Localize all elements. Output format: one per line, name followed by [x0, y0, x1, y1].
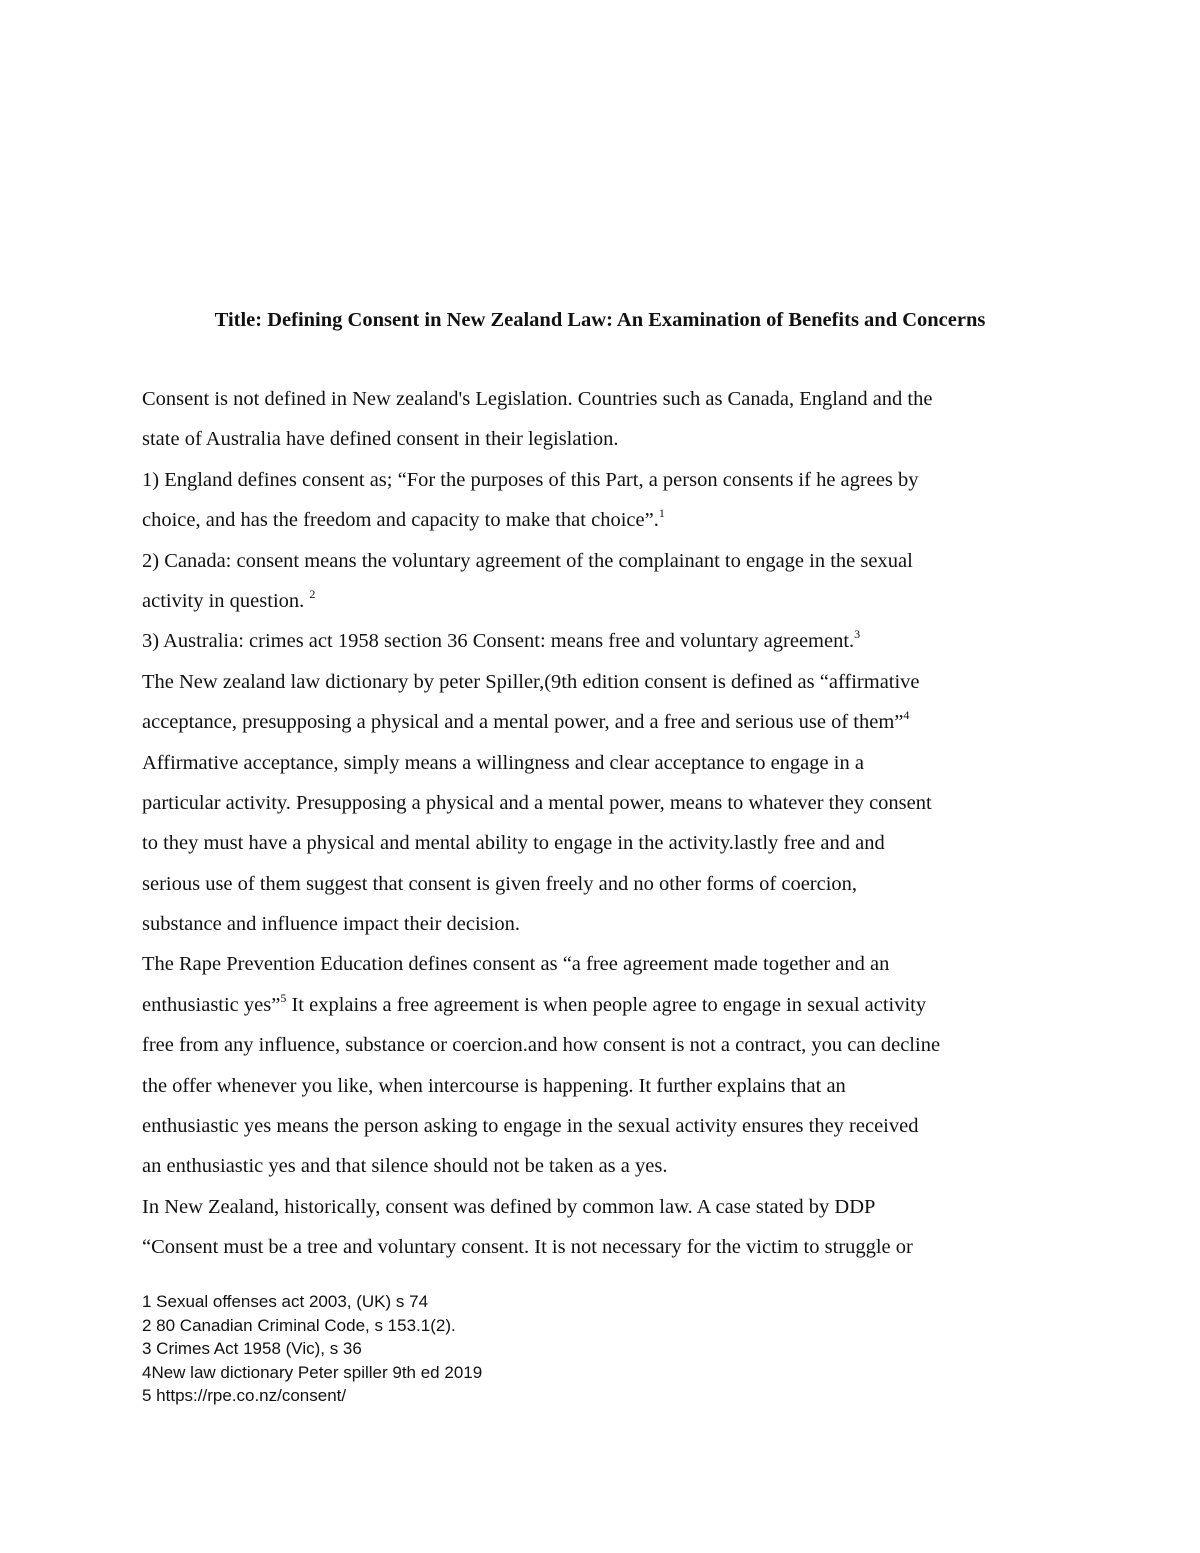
footnote-2: 2 80 Canadian Criminal Code, s 153.1(2). [142, 1315, 456, 1335]
body-line: “Consent must be a tree and voluntary consent. It is not necessary for the victim to struggle or [142, 1236, 913, 1259]
footnote-3: 3 Crimes Act 1958 (Vic), s 36 [142, 1339, 362, 1358]
body-line: free from any influence, substance or coercion.and how consent is not a contract, you can decline [142, 1034, 941, 1057]
body-line: particular activity. Presupposing a physical and a mental power, means to whatever they consent [142, 791, 932, 814]
footnote-ref: 1 [658, 506, 665, 521]
body-line: activity in question. $^2$ [142, 586, 316, 612]
body-line: The New zealand law dictionary by peter Spiller,(9th edition consent is defined as “affirmative [142, 670, 920, 693]
body-line: choice, and has the freedom and capacity to make that choice”.$^1$ [142, 506, 665, 532]
footnote-ref: 4 [903, 708, 910, 723]
body-line: 3) Australia: crimes act 1958 section 36 Consent: means free and voluntary agreement.$^3$ [142, 627, 861, 653]
body-line: Consent is not defined in New zealand's Legislation. Countries such as Canada, England and the [142, 388, 933, 410]
body-line: to they must have a physical and mental ability to engage in the activity.lastly free and and [142, 832, 885, 855]
document-title: Title: Defining Consent in New Zealand Law: An Examination of Benefits and Concerns [214, 309, 986, 331]
footnote-ref: 3 [854, 627, 861, 642]
body-line: In New Zealand, historically, consent was defined by common law. A case stated by DDP [142, 1195, 876, 1218]
footnote-5: 5 https://rpe.co.nz/consent/ [142, 1386, 347, 1405]
body-line: enthusiastic yes”$^5$ It explains a free agreement is when people agree to engage in sexual activity [142, 990, 927, 1016]
footnote-ref: 2 [309, 586, 316, 601]
body-line: The Rape Prevention Education defines consent as “a free agreement made together and an [142, 953, 890, 976]
body-line: acceptance, presupposing a physical and a mental power, and a free and serious use of them”$^4$ [142, 708, 910, 734]
footnote-1: 1 Sexual offenses act 2003, (UK) s 74 [142, 1292, 429, 1311]
footnotes [142, 1290, 482, 1408]
body-text [142, 379, 1072, 1268]
body-line: state of Australia have defined consent in their legislation. [142, 428, 619, 451]
body-line: enthusiastic yes means the person asking to engage in the sexual activity ensures they received [142, 1115, 919, 1138]
body-line: substance and influence impact their decision. [142, 913, 520, 936]
body-line: 1) England defines consent as; “For the purposes of this Part, a person consents if he agrees by [142, 468, 919, 491]
body-line: the offer whenever you like, when intercourse is happening. It further explains that an [142, 1074, 846, 1097]
body-line: serious use of them suggest that consent is given freely and no other forms of coercion, [142, 872, 858, 895]
footnote-ref: 5 [280, 990, 287, 1005]
body-line: an enthusiastic yes and that silence should not be taken as a yes. [142, 1155, 668, 1178]
body-line: Affirmative acceptance, simply means a willingness and clear acceptance to engage in a [142, 751, 864, 774]
body-line: 2) Canada: consent means the voluntary agreement of the complainant to engage in the sexual [142, 549, 913, 572]
footnote-4: 4New law dictionary Peter spiller 9th ed 2019 [142, 1362, 483, 1382]
